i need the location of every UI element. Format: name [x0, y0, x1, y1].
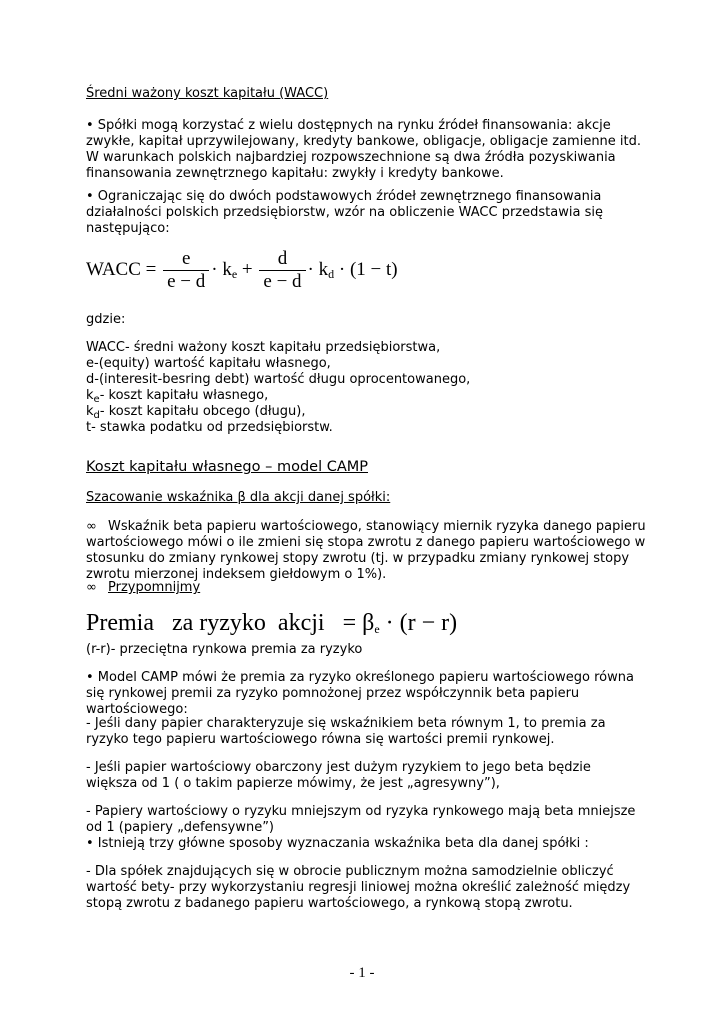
przypomnijmy-text: Przypomnijmy: [108, 580, 201, 595]
defensive-paragraph: - Papiery wartościowy o ryzyku mniejszym od ryzyka rynkowego mają beta mniejsze od 1 (papiery „defensywne”): [86, 804, 636, 835]
ke-description: - koszt kapitału własnego,: [99, 388, 269, 403]
section-heading: Koszt kapitału własnego – model CAMP: [86, 459, 368, 475]
beta-equal-one-paragraph: - Jeśli dany papier charakteryzuje się wskaźnikiem beta równym 1, to premia za ryzyko tego papieru wartościowego równa się wartości premii rynkowej.: [86, 716, 606, 747]
definition-ke: [86, 388, 646, 404]
ke-term: [211, 259, 237, 280]
beta-paragraph: [86, 519, 646, 583]
aggressive-paragraph: - Jeśli papier wartościowy obarczony jest dużym ryzykiem to jego beta będzie większa od 1 ( o takim papierze mówimy, że jest „agresywny”),: [86, 760, 591, 791]
fraction-denominator: e − d: [259, 270, 305, 293]
premium-formula: [86, 608, 457, 638]
przypomnijmy-line: [86, 580, 646, 596]
ke-letter: k: [86, 388, 94, 403]
kd-sub: d: [93, 410, 100, 421]
ke-sub: e: [93, 394, 100, 405]
intro-paragraph: • Spółki mogą korzystać z wielu dostępnych na rynku źródeł finansowania: akcje zwykłe, kapitał uprzywilejowany, kredyty bankowe, obligacje, obligacje zamienne itd. W warunkach polskich najbardziej rozpowszechnione są dwa źródła pozyskiwania finansowania zewnętrznego kapitału: zwykły i kredyty bankowe.: [86, 118, 642, 181]
wacc-fraction-equity: [163, 248, 209, 293]
wacc-fraction-debt: [259, 248, 305, 293]
definition-t: t- stawka podatku od przedsiębiorstw.: [86, 420, 333, 435]
fraction-numerator: e: [181, 248, 191, 269]
page-number: - 1 -: [349, 965, 375, 981]
camp-paragraph: • Model CAMP mówi że premia za ryzyko określonego papieru wartościowego równa się rynkowej premii za ryzyko pomnożonej przez współczynnik beta papieru wartościowego:: [86, 670, 634, 717]
premium-formula-tail: · (r − r): [379, 610, 458, 636]
wacc-intro-paragraph: • Ograniczając się do dwóch podstawowych źródeł zewnętrznego finansowania działalności polskich przedsiębiorstw, wzór na obliczenie WACC przedstawia się następująco:: [86, 189, 603, 236]
definition-e: e-(equity) wartość kapitału własnego,: [86, 356, 331, 371]
beta-subscript: e: [374, 622, 380, 636]
wacc-lhs: WACC =: [86, 258, 157, 280]
definition-wacc: WACC- średni ważony koszt kapitału przedsiębiorstwa,: [86, 340, 441, 355]
ke-subscript: e: [231, 266, 238, 281]
tax-shield-term: · (1 − t): [338, 258, 398, 280]
definitions-list: [86, 340, 646, 436]
beta-paragraph-text: Wskaźnik beta papieru wartościowego, stanowiący miernik ryzyka danego papieru wartościowego mówi o ile zmieni się stopa zwrotu z danego papieru wartościowego w stosunku do zmiany rynkowej stopy zwrotu (tj. w przypadku zmiany rynkowej stopy zwrotu mierzonej indeksem giełdowym o 1%).: [86, 519, 646, 582]
premium-note: (r-r)- przeciętna rynkowa premia za ryzyko: [86, 642, 363, 657]
infinity-bullet-icon: ∞: [86, 519, 97, 534]
beta-subheading: Szacowanie wskaźnika β dla akcji danej spółki:: [86, 490, 391, 505]
wacc-formula: [86, 248, 398, 293]
kd-symbol: · k: [307, 258, 329, 280]
fraction-denominator: e − d: [163, 270, 209, 293]
kd-subscript: d: [328, 266, 335, 281]
premium-formula-main: Premia za ryzyko akcji = β: [86, 610, 375, 636]
infinity-bullet-icon: ∞: [86, 580, 97, 595]
fraction-numerator: d: [277, 248, 288, 269]
document-title: Średni ważony koszt kapitału (WACC): [86, 86, 329, 101]
ke-symbol: · k: [211, 258, 232, 280]
definition-kd: [86, 404, 646, 420]
definition-d: d-(interesit-besring debt) wartość długu oprocentowanego,: [86, 372, 471, 387]
regression-paragraph: - Dla spółek znajdujących się w obrocie publicznym można samodzielnie obliczyć wartość bety- przy wykorzystaniu regresji liniowej można określić zależność między stopą zwrotu z badanego papieru wartościowego, a rynkową stopą zwrotu.: [86, 864, 631, 911]
methods-paragraph: • Istnieją trzy główne sposoby wyznaczania wskaźnika beta dla danej spółki :: [86, 836, 589, 851]
kd-description: - koszt kapitału obcego (długu),: [99, 404, 306, 419]
plus-sign: +: [241, 258, 253, 280]
kd-term: [308, 259, 335, 280]
gdzie-label: gdzie:: [86, 312, 126, 327]
kd-letter: k: [86, 404, 94, 419]
